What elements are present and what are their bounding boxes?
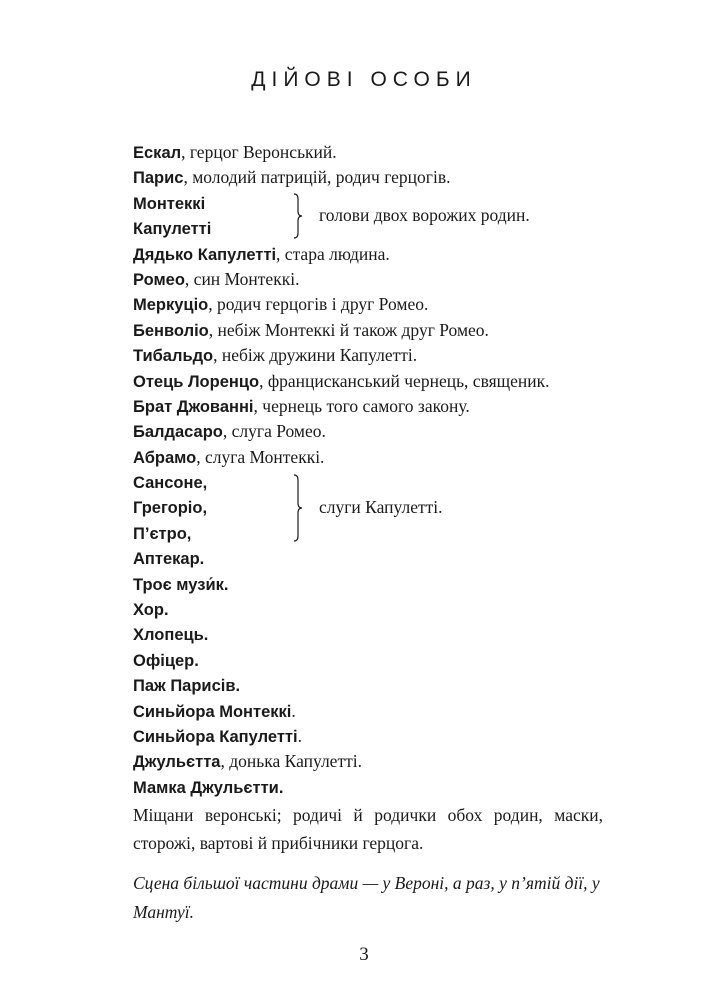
punctuation: .: [194, 651, 199, 670]
cast-list: [133, 140, 603, 927]
character-name: Офіцер: [133, 651, 195, 670]
character-name: Бенволіо: [133, 321, 209, 340]
punctuation: .: [278, 778, 284, 797]
character-name: Аптекар: [133, 550, 200, 569]
character-name: Синьйора Монтеккі: [133, 702, 292, 721]
character-description: , небіж Монтеккі й також друг Ромео.: [208, 319, 489, 340]
character-name: Синьйора Капулетті: [133, 727, 298, 746]
character-description: , чернець того самого закону.: [253, 395, 470, 416]
cast-row-aptekar: [133, 546, 603, 571]
page-title: ДІЙОВІ ОСОБИ: [251, 68, 477, 91]
character-name: Грегоріо: [133, 499, 203, 518]
cast-row-muzyky: [133, 572, 603, 597]
character-name: Дядько Капулетті: [133, 245, 277, 264]
punctuation: .: [297, 725, 302, 746]
character-description: , герцог Веронський.: [181, 142, 337, 162]
character-name: Абрамо: [133, 448, 197, 467]
character-name: П’єтро: [133, 524, 187, 543]
cast-row-giovanni: [133, 394, 603, 419]
family-heads-group: [133, 191, 603, 242]
character-name: Монтеккі: [133, 194, 206, 213]
cast-row-uncle: [133, 242, 603, 267]
servants-group: [133, 470, 603, 546]
punctuation: .: [163, 601, 169, 620]
character-description: , молодий патрицій, родич герцогів.: [183, 167, 451, 188]
character-name: Троє музи́к: [133, 575, 224, 594]
cast-row-baldasaro: [133, 419, 603, 444]
punctuation: .: [235, 677, 241, 696]
cast-row-khor: [133, 597, 603, 622]
character-description: , син Монтеккі.: [184, 268, 300, 289]
character-name: Сансоне: [133, 474, 203, 493]
character-name: Тибальдо: [133, 347, 214, 366]
group-note: слуги Капулетті.: [319, 497, 443, 518]
character-name: Балдасаро: [133, 423, 223, 442]
cast-row-abramo: [133, 445, 603, 470]
character-name: Отець Лоренцо: [133, 372, 260, 391]
cast-row-ofitser: [133, 648, 603, 673]
right-brace-icon: [293, 193, 303, 239]
cast-row-sinyora-kapuletti: [133, 724, 603, 749]
punctuation: ,: [186, 524, 192, 543]
cast-row-lorenzo: [133, 369, 603, 394]
character-name: Ескал: [133, 144, 182, 162]
cast-row-romeo: [133, 267, 603, 292]
character-name: Паж Парисів: [133, 677, 236, 696]
punctuation: .: [199, 550, 205, 569]
punctuation: .: [291, 700, 296, 721]
character-name: Хлопець: [133, 626, 204, 645]
character-description: , родич герцогів і друг Ромео.: [208, 294, 429, 315]
character-name: Брат Джованні: [133, 397, 254, 416]
character-name: Меркуціо: [133, 296, 209, 315]
cast-row-merkucio: [133, 292, 603, 317]
cast-row-khlopets: [133, 622, 603, 647]
character-description: , слуга Ромео.: [222, 421, 326, 442]
character-name: Хор: [133, 601, 164, 620]
character-name: Капулетті: [133, 220, 212, 239]
cast-row-tybaldo: [133, 343, 603, 368]
character-description: , францисканський чернець, священик.: [259, 370, 550, 391]
cast-row-nurse: [133, 775, 603, 800]
cast-row-pietro: [133, 521, 603, 546]
cast-row-sinyora-montekki: [133, 699, 603, 724]
character-name: Мамка Джульєтти: [133, 778, 279, 797]
punctuation: .: [223, 575, 229, 594]
character-description: , стара людина.: [276, 243, 390, 264]
character-description: , донька Капулетті.: [220, 751, 362, 772]
cast-row-pazh: [133, 673, 603, 698]
character-description: , слуга Монтеккі.: [196, 446, 325, 467]
citizens-paragraph: Міщани веронські; родичі й родички обох родин, маски, сторожі, вартові й прибічники герцога.: [133, 805, 603, 854]
character-name: Ромео: [133, 270, 185, 289]
character-description: , небіж дружини Капулетті.: [213, 345, 418, 366]
punctuation: ,: [202, 474, 208, 493]
cast-row-benvolio: [133, 318, 603, 343]
punctuation: .: [203, 626, 209, 645]
cast-row-sansone: [133, 470, 603, 495]
right-brace-icon: [293, 474, 303, 542]
punctuation: ,: [202, 499, 208, 518]
cast-row-juliet: [133, 749, 603, 774]
page-number: 3: [359, 944, 369, 965]
scene-note: Сцена більшої частини драми — у Вероні, а раз, у п’ятій дії, у Мантуї.: [133, 873, 600, 923]
cast-row-eskal: [133, 140, 603, 165]
cast-row-paris: [133, 165, 603, 190]
character-name: Парис: [133, 169, 184, 188]
group-note: голови двох ворожих родин.: [319, 204, 530, 225]
character-name: Джульєтта: [133, 753, 221, 772]
